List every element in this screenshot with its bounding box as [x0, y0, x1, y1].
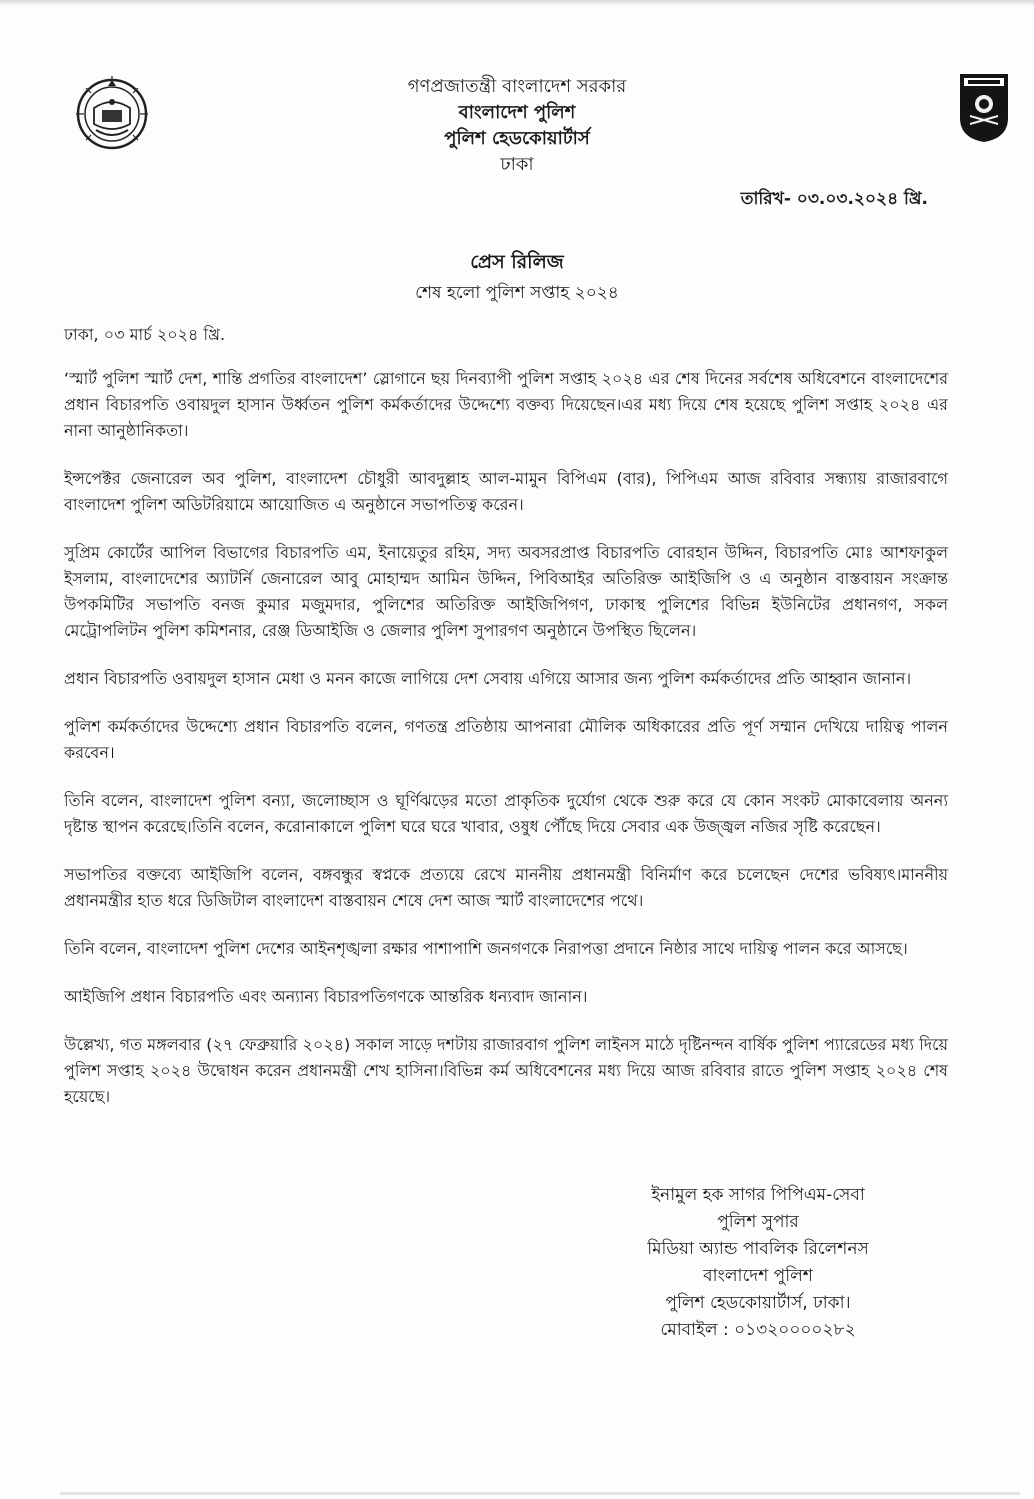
signatory-department: মিডিয়া অ্যান্ড পাবলিক রিলেশনস — [647, 1239, 869, 1259]
body-paragraph-4: প্রধান বিচারপতি ওবায়দুল হাসান মেধা ও মনন কাজে লাগিয়ে দেশ সেবায় এগিয়ে আসার জন্য পুলিশ কর্মকর্তাদের প্রতি আহ্বান জানান। — [64, 669, 912, 688]
body-paragraph-3: সুপ্রিম কোর্টের আপিল বিভাগের বিচারপতি এম, ইনায়েতুর রহিম, সদ্য অবসরপ্রাপ্ত বিচারপতি বোরহান উদ্দিন, বিচারপতি মোঃ আশফাকুল ইসলাম, বাংলাদেশের অ্যাটর্নি জেনারেল আবু মোহাম্মদ আমিন উদ্দিন, পিবিআইর অতিরিক্ত আইজিপি ও এ অনুষ্ঠান বাস্তবায়ন সংক্রান্ত উপকমিটির সভাপতি বনজ কুমার মজুমদার, পুলিশের অতিরিক্ত আইজিপিগণ, ঢাকাস্থ পুলিশের বিভিন্ন ইউনিটের প্রধানগণ, সকল মেট্রোপলিটন পুলিশ কমিশনার, রেঞ্জ ডিআইজি ও জেলার পুলিশ সুপারগণ অনুষ্ঠানে উপস্থিত ছিলেন। — [64, 543, 948, 640]
signatory-mobile: মোবাইল : ০১৩২০০০০২৮২ — [660, 1320, 856, 1340]
signatory-organization: বাংলাদেশ পুলিশ — [703, 1266, 813, 1286]
scan-edge-bottom — [60, 1492, 1020, 1495]
press-release-title: প্রেস রিলিজ — [470, 251, 564, 273]
letterhead-office: পুলিশ হেডকোয়ার্টার্স — [444, 128, 590, 149]
body-paragraph-5: পুলিশ কর্মকর্তাদের উদ্দেশ্যে প্রধান বিচারপতি বলেন, গণতন্ত্র প্রতিষ্ঠায় আপনারা মৌলিক অধিকারের প্রতি পূর্ণ সম্মান দেখিয়ে দায়িত্ব পালন করবেন। — [64, 717, 948, 762]
signatory-office: পুলিশ হেডকোয়ার্টার্স, ঢাকা। — [665, 1293, 851, 1313]
body-paragraph-10: উল্লেখ্য, গত মঙ্গলবার (২৭ ফেব্রুয়ারি ২০২৪) সকাল সাড়ে দশটায় রাজারবাগ পুলিশ লাইনস মাঠে দৃষ্টিনন্দন বার্ষিক পুলিশ প্যারেডের মধ্য দিয়ে পুলিশ সপ্তাহ ২০২৪ উদ্বোধন করেন প্রধানমন্ত্রী শেখ হাসিনা।বিভিন্ন কর্ম অধিবেশনের মধ্য দিয়ে আজ রবিবার রাতে পুলিশ সপ্তাহ ২০২৪ শেষ হয়েছে। — [64, 1035, 948, 1106]
body-dateline: ঢাকা, ০৩ মার্চ ২০২৪ খ্রি. — [64, 325, 226, 344]
signatory-name: ইনামুল হক সাগর পিপিএম-সেবা — [651, 1185, 865, 1205]
scan-edge-top — [0, 0, 1034, 6]
signature-block — [608, 1182, 908, 1344]
document-date: তারিখ- ০৩.০৩.২০২৪ খ্রি. — [740, 189, 928, 209]
body-paragraph-1: ‘স্মার্ট পুলিশ স্মার্ট দেশ, শান্তি প্রগতির বাংলাদেশ’ স্লোগানে ছয় দিনব্যাপী পুলিশ সপ্তাহ ২০২৪ এর শেষ দিনের সর্বশেষ অধিবেশনে বাংলাদেশের প্রধান বিচারপতি ওবায়দুল হাসান উর্ধ্বতন পুলিশ কর্মকর্তাদের উদ্দেশ্যে বক্তব্য দিয়েছেন।এর মধ্য দিয়ে শেষ হয়েছে পুলিশ সপ্তাহ ২০২৪ এর নানা আনুষ্ঠানিকতা। — [64, 369, 948, 440]
body-paragraph-7: সভাপতির বক্তব্যে আইজিপি বলেন, বঙ্গবন্ধুর স্বপ্নকে প্রত্যয়ে রেখে মাননীয় প্রধানমন্ত্রী বিনির্মাণ করে চলেছেন দেশের ভবিষ্যৎ।মাননীয় প্রধানমন্ত্রীর হাত ধরে ডিজিটাল বাংলাদেশ বাস্তবায়ন শেষে দেশ আজ স্মার্ট বাংলাদেশের পথে। — [64, 865, 948, 910]
letterhead-city: ঢাকা — [500, 154, 534, 175]
body-paragraph-2: ইন্সপেক্টর জেনারেল অব পুলিশ, বাংলাদেশ চৌধুরী আবদুল্লাহ আল-মামুন বিপিএম (বার), পিপিএম আজ রবিবার সন্ধ্যায় রাজারবাগে বাংলাদেশ পুলিশ অডিটরিয়ামে আয়োজিত এ অনুষ্ঠানে সভাপতিত্ব করেন। — [64, 469, 948, 514]
press-release-subtitle: শেষ হলো পুলিশ সপ্তাহ ২০২৪ — [415, 283, 619, 303]
police-crest-emblem — [72, 72, 152, 152]
letterhead-organization: বাংলাদেশ পুলিশ — [458, 102, 576, 123]
body-paragraph-6: তিনি বলেন, বাংলাদেশ পুলিশ বন্যা, জলোচ্ছাস ও ঘূর্ণিঝড়ের মতো প্রাকৃতিক দুর্যোগ থেকে শুরু করে যে কোন সংকট মোকাবেলায় অনন্য দৃষ্টান্ত স্থাপন করেছে।তিনি বলেন, করোনাকালে পুলিশ ঘরে ঘরে খাবার, ওষুধ পৌঁছে দিয়ে সেবার এক উজ্জ্বল নজির সৃষ্টি করেছেন। — [64, 791, 948, 836]
shield-badge-emblem — [958, 68, 1010, 144]
letterhead — [300, 74, 734, 178]
body-paragraph-8: তিনি বলেন, বাংলাদেশ পুলিশ দেশের আইনশৃঙ্খলা রক্ষার পাশাপাশি জনগণকে নিরাপত্তা প্রদানে নিষ্ঠার সাথে দায়িত্ব পালন করে আসছে। — [64, 939, 908, 958]
letterhead-government: গণপ্রজাতন্ত্রী বাংলাদেশ সরকার — [407, 76, 627, 97]
press-release-body — [64, 322, 948, 1132]
body-paragraph-9: আইজিপি প্রধান বিচারপতি এবং অন্যান্য বিচারপতিগণকে আন্তরিক ধন্যবাদ জানান। — [64, 987, 588, 1006]
signatory-designation: পুলিশ সুপার — [717, 1212, 799, 1232]
